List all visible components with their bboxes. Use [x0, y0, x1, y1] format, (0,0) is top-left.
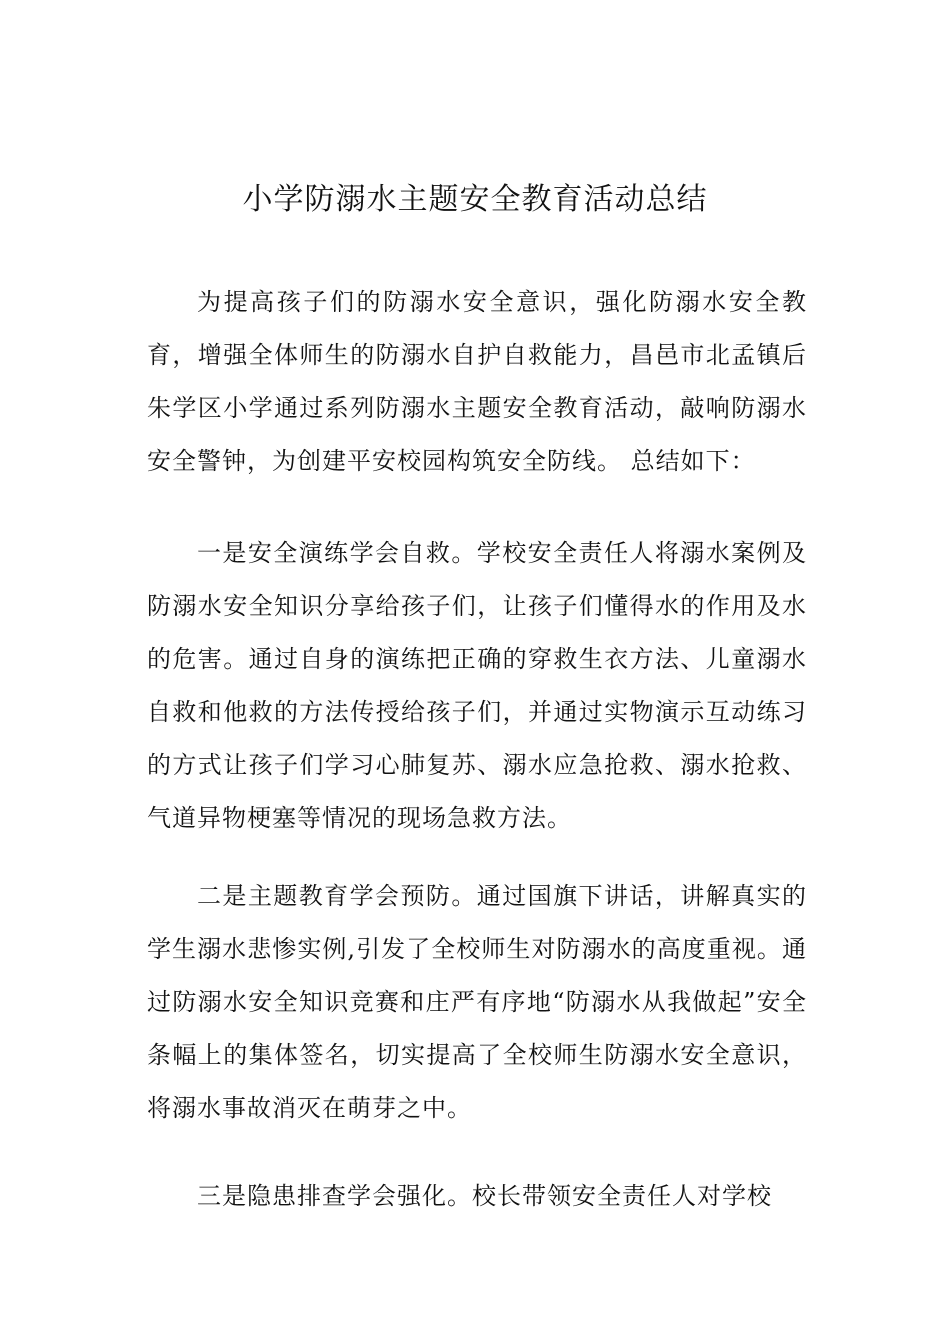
- paragraph-hazard-check: 三是隐患排查学会强化。校长带领安全责任人对学校: [197, 1182, 772, 1210]
- paragraph-intro: 为提高孩子们的防溺水安全意识，强化防溺水安全教育，增强全体师生的防溺水自护自救能力，昌邑市北孟镇后朱学区小学通过系列防溺水主题安全教育活动，敲响防溺水安全警钟，为创建平安校园构筑安全防线。 总结如下：: [147, 288, 807, 475]
- document-title: 小学防溺水主题安全教育活动总结: [242, 182, 708, 217]
- paragraph-self-rescue: 一是安全演练学会自救。学校安全责任人将溺水案例及防溺水安全知识分享给孩子们，让孩子们懂得水的作用及水的危害。通过自身的演练把正确的穿救生衣方法、儿童溺水自救和他救的方法传授给孩子们，并通过实物演示互动练习的方式让孩子们学习心肺复苏、溺水应急抢救、溺水抢救、气道异物梗塞等情况的现场急救方法。: [147, 539, 807, 832]
- paragraph-prevention: 二是主题教育学会预防。通过国旗下讲话，讲解真实的学生溺水悲惨实例,引发了全校师生对防溺水的高度重视。通过防溺水安全知识竞赛和庄严有序地“防溺水从我做起”安全条幅上的集体签名，切实提高了全校师生防溺水安全意识，将溺水事故消灭在萌芽之中。: [147, 882, 807, 1122]
